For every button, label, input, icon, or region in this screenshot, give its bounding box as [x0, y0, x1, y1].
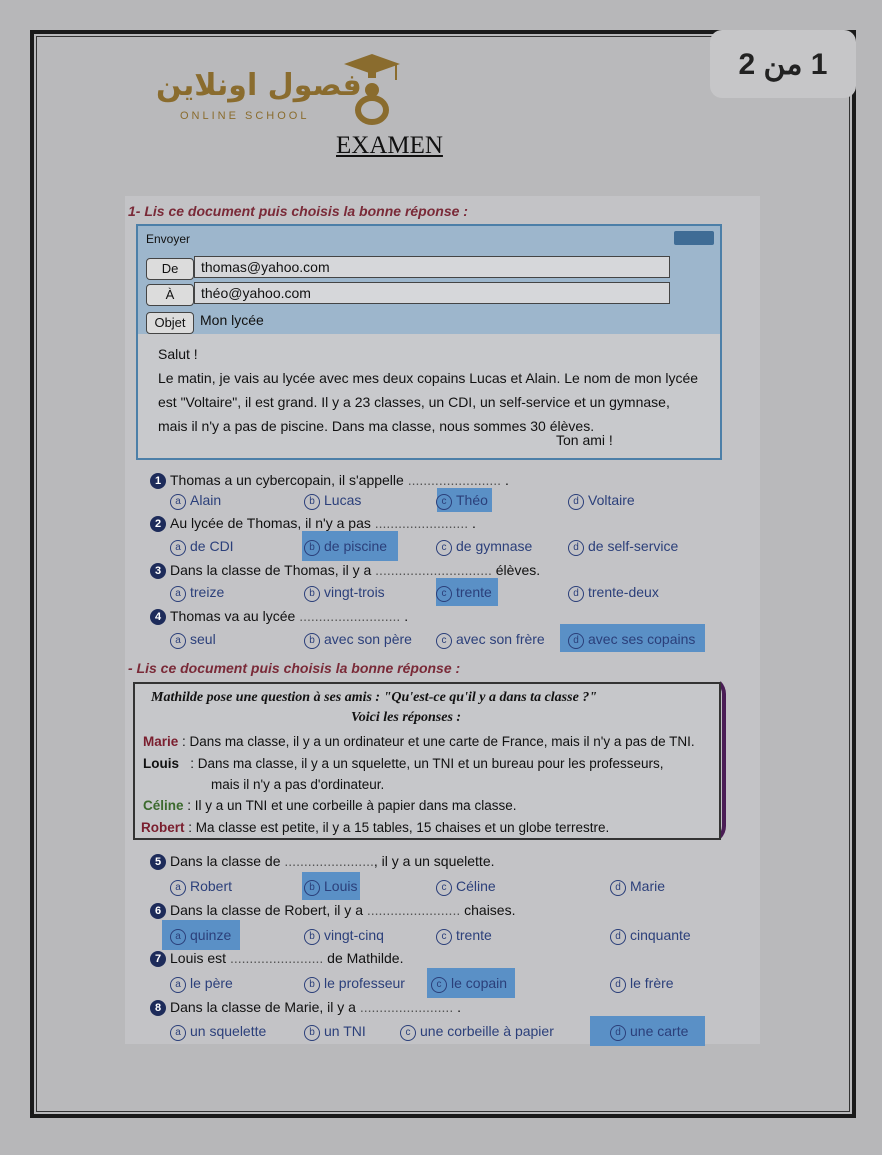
- email-body-line: Salut !: [158, 346, 198, 362]
- email-from-label: De: [146, 258, 194, 280]
- q6-option-c[interactable]: c trente: [436, 927, 492, 945]
- q6-option-d[interactable]: d cinquante: [610, 927, 691, 945]
- email-document: [136, 224, 722, 460]
- q8-option-d[interactable]: d une carte: [610, 1023, 688, 1041]
- logo-arabic-text: فصول اونلاين: [156, 68, 362, 103]
- answer-marie: Marie : Dans ma classe, il y a un ordinateur et une carte de France, mais il n'y a pas de TNI.: [143, 734, 695, 749]
- email-to-label: À: [146, 284, 194, 306]
- answers-subtitle: Voici les réponses :: [351, 710, 462, 725]
- q4-option-a[interactable]: a seul: [170, 631, 216, 649]
- q2-option-c[interactable]: c de gymnase: [436, 538, 532, 556]
- question-6: 6 Dans la classe de Robert, il y a ........................ chaises.: [150, 902, 515, 919]
- q3-option-a[interactable]: a treize: [170, 584, 224, 602]
- email-body-line: Le matin, je vais au lycée avec mes deux copains Lucas et Alain. Le nom de mon lycée: [158, 370, 699, 386]
- q6-option-a[interactable]: a quinze: [170, 927, 231, 945]
- email-body-line: est "Voltaire", il est grand. Il y a 23 classes, un CDI, un self-service et un gymnase,: [158, 394, 670, 410]
- school-logo: [150, 48, 410, 128]
- q4-option-c[interactable]: c avec son frère: [436, 631, 545, 649]
- email-to-field: théo@yahoo.com: [194, 282, 670, 304]
- q8-option-c[interactable]: c une corbeille à papier: [400, 1023, 554, 1041]
- q3-option-b[interactable]: b vingt-trois: [304, 584, 385, 602]
- q1-option-b[interactable]: b Lucas: [304, 492, 361, 510]
- q5-option-c[interactable]: c Céline: [436, 878, 496, 896]
- q1-option-a[interactable]: a Alain: [170, 492, 221, 510]
- question-1: 1 Thomas a un cybercopain, il s'appelle ........................ .: [150, 472, 509, 489]
- q7-option-d[interactable]: d le frère: [610, 975, 674, 993]
- q1-option-c[interactable]: c Théo: [436, 492, 488, 510]
- q2-option-a[interactable]: a de CDI: [170, 538, 234, 556]
- exam-title: EXAMEN: [336, 132, 443, 159]
- section1-title: 1- Lis ce document puis choisis la bonne réponse :: [128, 203, 468, 219]
- q5-option-d[interactable]: d Marie: [610, 878, 665, 896]
- logo-english-text: ONLINE SCHOOL: [180, 110, 310, 122]
- q3-option-d[interactable]: d trente-deux: [568, 584, 659, 602]
- question-3: 3 Dans la classe de Thomas, il y a .............................. élèves.: [150, 562, 540, 579]
- question-2: 2 Au lycée de Thomas, il n'y a pas ........................ .: [150, 515, 476, 532]
- email-subject-field: Mon lycée: [200, 312, 264, 328]
- page-number-badge: 1 من 2: [710, 30, 856, 98]
- q7-option-c[interactable]: c le copain: [431, 975, 507, 993]
- q8-option-b[interactable]: b un TNI: [304, 1023, 366, 1041]
- question-4: 4 Thomas va au lycée .......................... .: [150, 608, 408, 625]
- q4-option-d[interactable]: d avec ses copains: [568, 631, 695, 649]
- email-send-label: Envoyer: [146, 232, 191, 246]
- q8-option-a[interactable]: a un squelette: [170, 1023, 266, 1041]
- question-7: 7 Louis est ........................ de Mathilde.: [150, 950, 403, 967]
- answer-robert: Robert : Ma classe est petite, il y a 15 tables, 15 chaises et un globe terrestre.: [141, 820, 610, 835]
- q5-option-a[interactable]: a Robert: [170, 878, 232, 896]
- q4-option-b[interactable]: b avec son père: [304, 631, 412, 649]
- answer-louis-line2: mais il n'y a pas d'ordinateur.: [211, 777, 385, 792]
- q2-option-d[interactable]: d de self-service: [568, 538, 678, 556]
- section2-title: - Lis ce document puis choisis la bonne réponse :: [128, 660, 461, 676]
- q6-option-b[interactable]: b vingt-cinq: [304, 927, 384, 945]
- question-8: 8 Dans la classe de Marie, il y a ........................ .: [150, 999, 461, 1016]
- graduation-cap-icon: [340, 50, 404, 126]
- mathilde-intro: Mathilde pose une question à ses amis : "Qu'est-ce qu'il y a dans ta classe ?": [151, 690, 598, 705]
- q1-option-d[interactable]: d Voltaire: [568, 492, 635, 510]
- answer-louis: Louis : Dans ma classe, il y a un squelette, un TNI et un bureau pour les professeurs,: [143, 756, 664, 771]
- q7-option-b[interactable]: b le professeur: [304, 975, 405, 993]
- q5-option-b[interactable]: b Louis: [304, 878, 357, 896]
- email-body-line: mais il n'y a pas de piscine. Dans ma classe, nous sommes 30 élèves.: [158, 418, 595, 434]
- email-signature: Ton ami !: [556, 432, 613, 448]
- q2-option-b[interactable]: b de piscine: [304, 538, 387, 556]
- email-body: [158, 342, 718, 438]
- q3-option-c[interactable]: c trente: [436, 584, 492, 602]
- answer-celine: Céline : Il y a un TNI et une corbeille à papier dans ma classe.: [143, 798, 517, 813]
- email-from-field: thomas@yahoo.com: [194, 256, 670, 278]
- q7-option-a[interactable]: a le père: [170, 975, 233, 993]
- mathilde-text-box: [133, 682, 721, 840]
- email-subject-label: Objet: [146, 312, 194, 334]
- email-toolbar-icon: [674, 231, 714, 245]
- question-5: 5 Dans la classe de ......................., il y a un squelette.: [150, 853, 495, 870]
